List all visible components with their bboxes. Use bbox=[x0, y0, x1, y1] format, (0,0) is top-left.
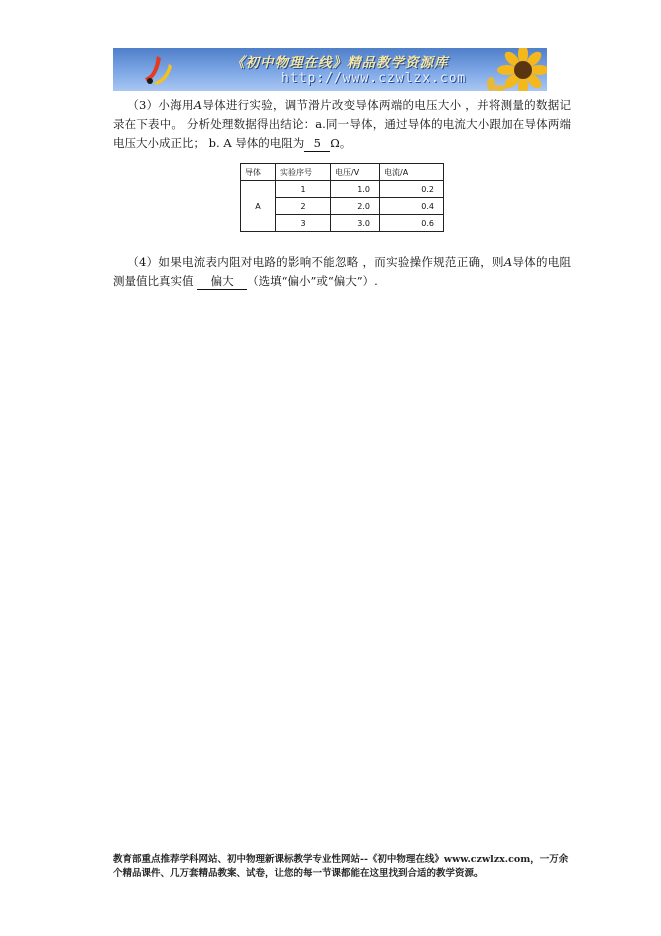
table-row bbox=[241, 181, 444, 198]
question-3-text-a: 小海用 bbox=[158, 98, 194, 112]
question-3-answer-blank: 5 bbox=[304, 136, 330, 152]
question-3 bbox=[113, 96, 571, 153]
question-4-number: （4） bbox=[127, 255, 159, 269]
table-header-row bbox=[241, 164, 444, 181]
question-3-text-b: 导体进行实验，调节滑片改变导体两端的电压大小 ，并将测量的数据记录在下表中。 分析处理数据得出结论：a.同一导体，通过导体的电流大小跟加在导体两端电压大小成正比； b. A 导体的电阻为 bbox=[113, 98, 571, 150]
current-cell: 0.6 bbox=[380, 215, 444, 232]
banner-title: 《初中物理在线》精品教学资源库 bbox=[231, 55, 449, 71]
current-cell: 0.2 bbox=[380, 181, 444, 198]
conductor-cell: A bbox=[241, 181, 276, 232]
question-3-unit: Ω。 bbox=[330, 136, 352, 150]
question-4-text-b: 导体的电阻测量值比真实值 bbox=[113, 255, 571, 288]
index-cell: 2 bbox=[276, 198, 331, 215]
site-logo bbox=[141, 52, 173, 86]
header-index: 实验序号 bbox=[276, 164, 331, 181]
question-4-text-a: 如果电流表内阻对电路的影响不能忽略 ，而实验操作规范正确，则 bbox=[158, 255, 504, 269]
index-cell: 1 bbox=[276, 181, 331, 198]
current-cell: 0.4 bbox=[380, 198, 444, 215]
index-cell: 3 bbox=[276, 215, 331, 232]
question-4-subject: A bbox=[503, 255, 513, 269]
banner-url: http://www.czwlzx.com bbox=[281, 71, 467, 86]
question-4-answer-blank: 偏大 bbox=[197, 274, 247, 290]
question-4 bbox=[113, 253, 571, 291]
header-voltage: 电压/V bbox=[331, 164, 380, 181]
question-3-subject: A bbox=[193, 98, 203, 112]
header-banner bbox=[113, 48, 547, 91]
data-table bbox=[240, 163, 444, 232]
question-3-number: （3） bbox=[127, 98, 159, 112]
footer-note: 教育部重点推荐学科网站、初中物理新课标教学专业性网站--《初中物理在线》www.czwlzx.com，一万余个精品课件、几万套精品教案、试卷，让您的每一节课都能在这里找到合适的教学资源。 bbox=[113, 854, 569, 879]
question-4-text-c: （选填“偏小”或“偏大”）. bbox=[247, 274, 378, 288]
voltage-cell: 3.0 bbox=[331, 215, 380, 232]
voltage-cell: 1.0 bbox=[331, 181, 380, 198]
header-conductor: 导体 bbox=[241, 164, 276, 181]
header-current: 电流/A bbox=[380, 164, 444, 181]
voltage-cell: 2.0 bbox=[331, 198, 380, 215]
sunflower-decoration bbox=[483, 48, 547, 91]
